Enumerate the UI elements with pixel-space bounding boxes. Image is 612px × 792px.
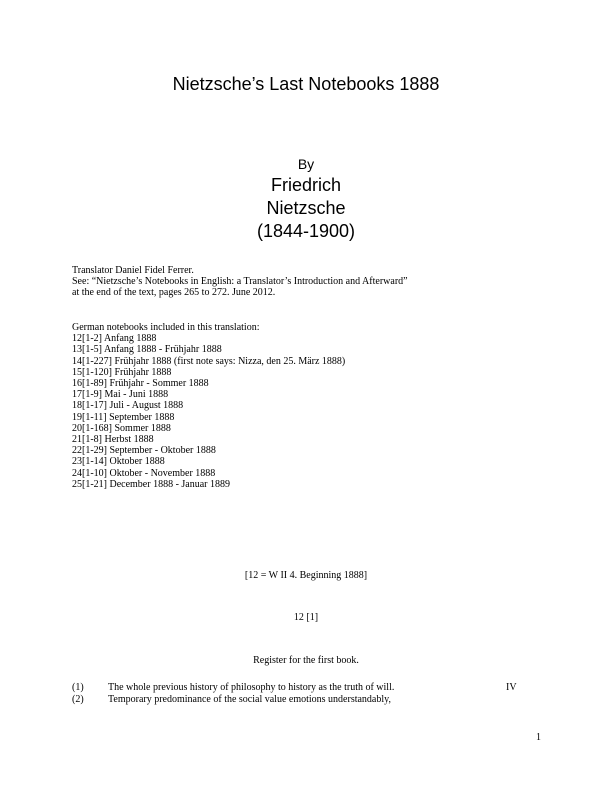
notebook-item: 25[1-21] December 1888 - Januar 1889 <box>72 478 231 490</box>
section-number: 12 [1] <box>293 612 319 623</box>
notebook-item: 13[1-5] Anfang 1888 - Frühjahr 1888 <box>72 344 222 356</box>
notebook-header: [12 = W II 4. Beginning 1888] <box>244 570 368 581</box>
translator-line: See: “Nietzsche’s Notebooks in English: a Translator’s Introduction and Afterward” <box>72 276 408 288</box>
author-last-name: Nietzsche <box>266 198 346 218</box>
notebook-item: 16[1-89] Frühjahr - Sommer 1888 <box>72 378 209 390</box>
register-item <box>72 682 542 694</box>
notebook-item: 17[1-9] Mai - Juni 1888 <box>72 389 169 401</box>
register-title: Register for the first book. <box>253 655 359 666</box>
notebook-item: 14[1-227] Frühjahr 1888 (first note says: Nizza, den 25. März 1888) <box>72 355 346 367</box>
notebook-item: 19[1-11] September 1888 <box>72 411 175 423</box>
notebook-item: 24[1-10] Oktober - November 1888 <box>72 467 216 479</box>
notebook-item: 23[1-14] Oktober 1888 <box>72 456 165 468</box>
page-number: 1 <box>536 732 541 743</box>
notebook-list <box>72 322 542 490</box>
register-item-number: (2) <box>72 694 84 705</box>
byline-by: By <box>297 156 315 172</box>
notebook-list-heading: German notebooks included in this translation: <box>72 322 260 333</box>
notebook-item: 18[1-17] Juli - August 1888 <box>72 400 184 412</box>
notebook-item: 22[1-29] September - Oktober 1888 <box>72 445 216 457</box>
notebook-item: 20[1-168] Sommer 1888 <box>72 422 171 434</box>
author-years: (1844-1900) <box>256 221 356 241</box>
register-item-number: (1) <box>72 682 84 693</box>
translator-line: Translator Daniel Fidel Ferrer. <box>72 265 194 276</box>
translator-line: at the end of the text, pages 265 to 272. June 2012. <box>72 287 276 299</box>
author-first-name: Friedrich <box>270 175 341 195</box>
register-item-text: The whole previous history of philosophy to history as the truth of will. <box>108 682 395 693</box>
notebook-item: 21[1-8] Herbst 1888 <box>72 434 154 446</box>
register-item-mark: IV <box>506 682 517 693</box>
notebook-item: 12[1-2] Anfang 1888 <box>72 333 157 345</box>
register-item-text: Temporary predominance of the social value emotions understandably, <box>108 694 392 705</box>
translator-note <box>72 265 542 299</box>
register-item <box>72 694 542 706</box>
document-title: Nietzsche’s Last Notebooks 1888 <box>172 74 440 94</box>
notebook-item: 15[1-120] Frühjahr 1888 <box>72 366 172 378</box>
